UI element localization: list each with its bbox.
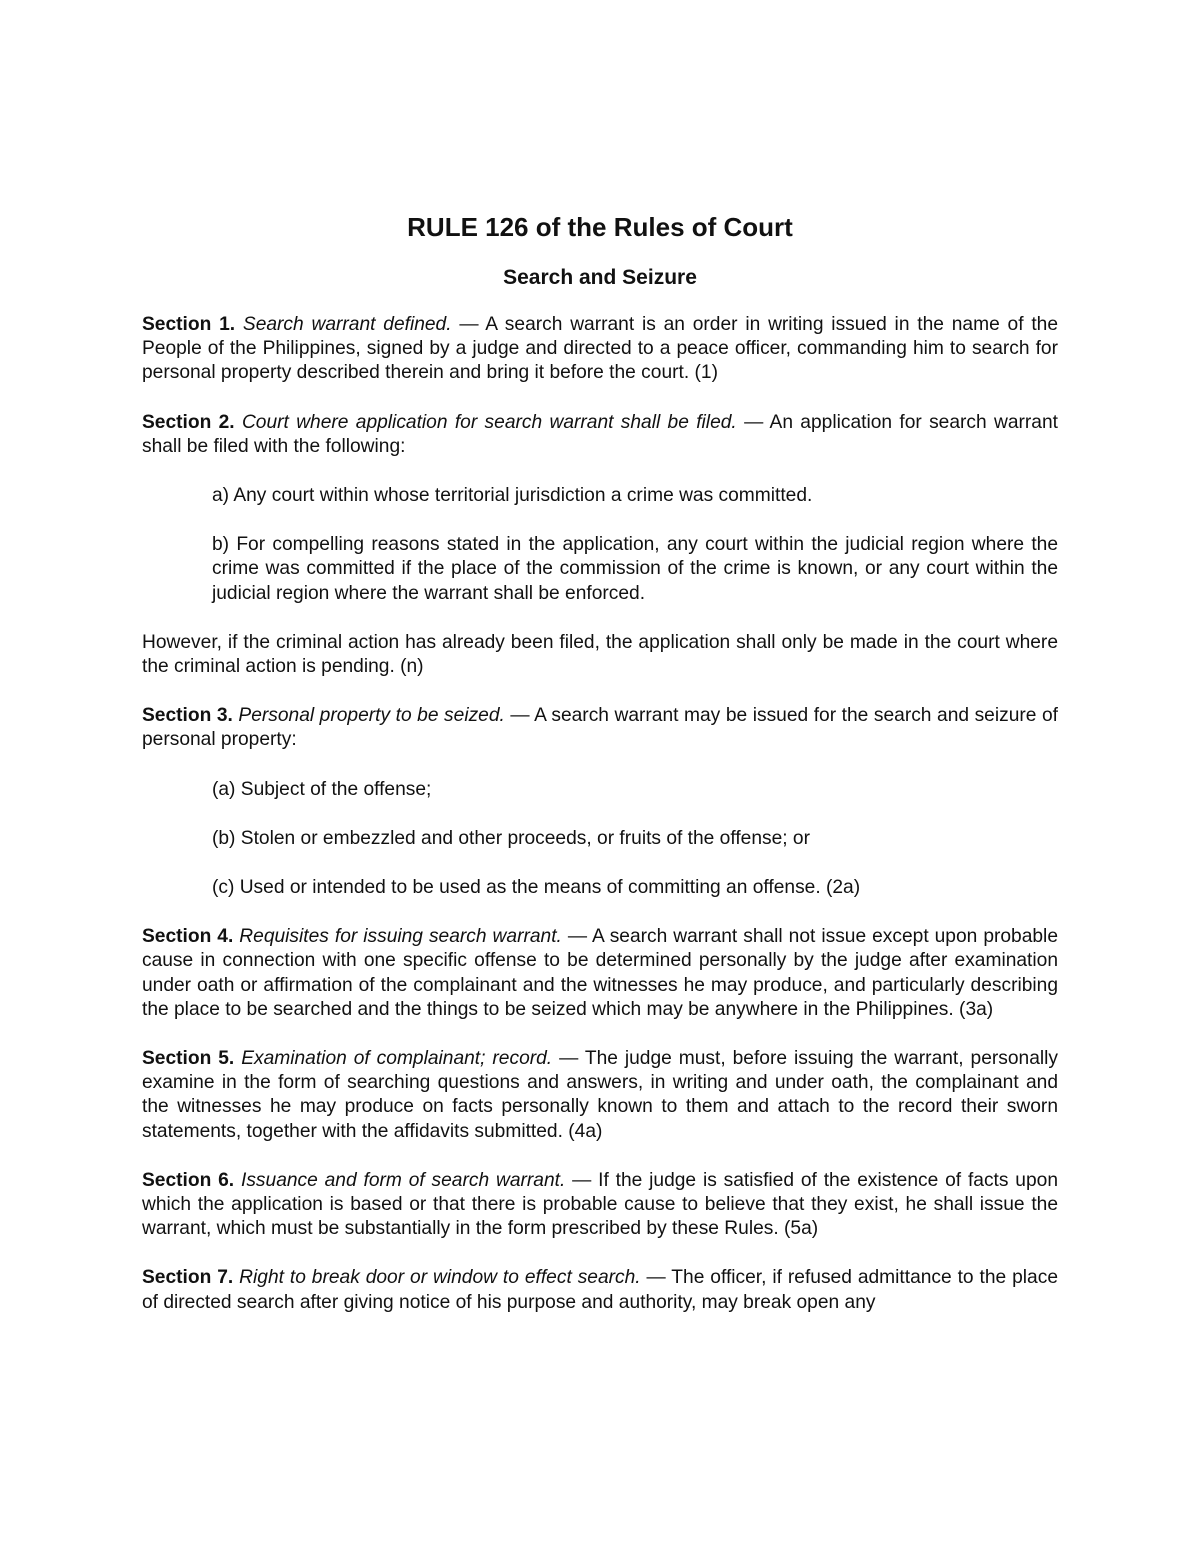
section-text: — If the judge is satisfied of the existence of facts upon which the application is based or that there is probable cause to believe that they exist, he shall issue the warrant, which must be substantially in the form prescribed by these Rules. (5a) [142, 1169, 1058, 1240]
section-4 [142, 925, 1058, 1022]
section-caption: Search warrant defined. [242, 314, 452, 335]
section-6 [142, 1169, 1058, 1242]
section-caption: Right to break door or window to effect search. [239, 1267, 641, 1289]
section-2 [142, 411, 1058, 459]
section-text: — A search warrant is an order in writing issued in the name of the People of the Philippines, signed by a judge and directed to a peace officer, commanding him to search for personal property described therein and bring it before the court. (1) [142, 314, 1059, 384]
list-item: b) For compelling reasons stated in the application, any court within the judicial region where the crime was committed if the place of the commission of the crime is known, or any court within the judicial region where the warrant shall be enforced. [212, 534, 1058, 604]
section-3 [142, 704, 1058, 752]
list-item: (c) Used or intended to be used as the means of committing an offense. (2a) [212, 877, 861, 899]
section-text: — A search warrant may be issued for the search and seizure of personal property: [142, 705, 1058, 751]
list-item: (a) Subject of the offense; [212, 778, 432, 800]
section-text: — An application for search warrant shall be filed with the following: [142, 411, 1058, 457]
section-number: Section 4. [142, 926, 234, 948]
section-caption: Examination of complainant; record. [241, 1048, 553, 1070]
section-text: — The officer, if refused admittance to the place of directed search after giving notice of his purpose and authority, may break open any [142, 1267, 1058, 1313]
section-number: Section 7. [142, 1267, 234, 1289]
section-5 [142, 1047, 1058, 1144]
section-caption: Court where application for search warrant shall be filed. [241, 411, 737, 433]
section-2-note: However, if the criminal action has already been filed, the application shall only be made in the court where the criminal action is pending. (n) [142, 631, 1058, 678]
section-number: Section 2. [142, 411, 235, 433]
section-number: Section 5. [142, 1048, 235, 1070]
section-caption: Requisites for issuing search warrant. [239, 926, 562, 948]
section-number: Section 1. [142, 314, 236, 335]
section-number: Section 3. [142, 705, 233, 727]
document-title: RULE 126 of the Rules of Court [407, 212, 793, 242]
section-caption: Personal property to be seized. [238, 705, 505, 727]
document-subtitle: Search and Seizure [503, 266, 697, 289]
section-7 [142, 1266, 1058, 1314]
section-number: Section 6. [142, 1169, 235, 1191]
section-text: — A search warrant shall not issue except upon probable cause in connection with one specific offense to be determined personally by the judge after examination under oath or affirmation of the complainant and the witnesses he may produce, and particularly describing the place to be searched and the things to be seized which may be anywhere in the Philippines. (3a) [142, 926, 1058, 1020]
document-page [142, 210, 1058, 1315]
section-caption: Issuance and form of search warrant. [241, 1169, 566, 1191]
section-1 [142, 313, 1058, 386]
section-text: — The judge must, before issuing the warrant, personally examine in the form of searching questions and answers, in writing and under oath, the complainant and the witnesses he may produce on facts personally known to them and attach to the record their sworn statements, together with the affidavits submitted. (4a) [142, 1048, 1058, 1142]
list-item: (b) Stolen or embezzled and other proceeds, or fruits of the offense; or [212, 827, 810, 849]
list-item: a) Any court within whose territorial jurisdiction a crime was committed. [212, 485, 813, 507]
